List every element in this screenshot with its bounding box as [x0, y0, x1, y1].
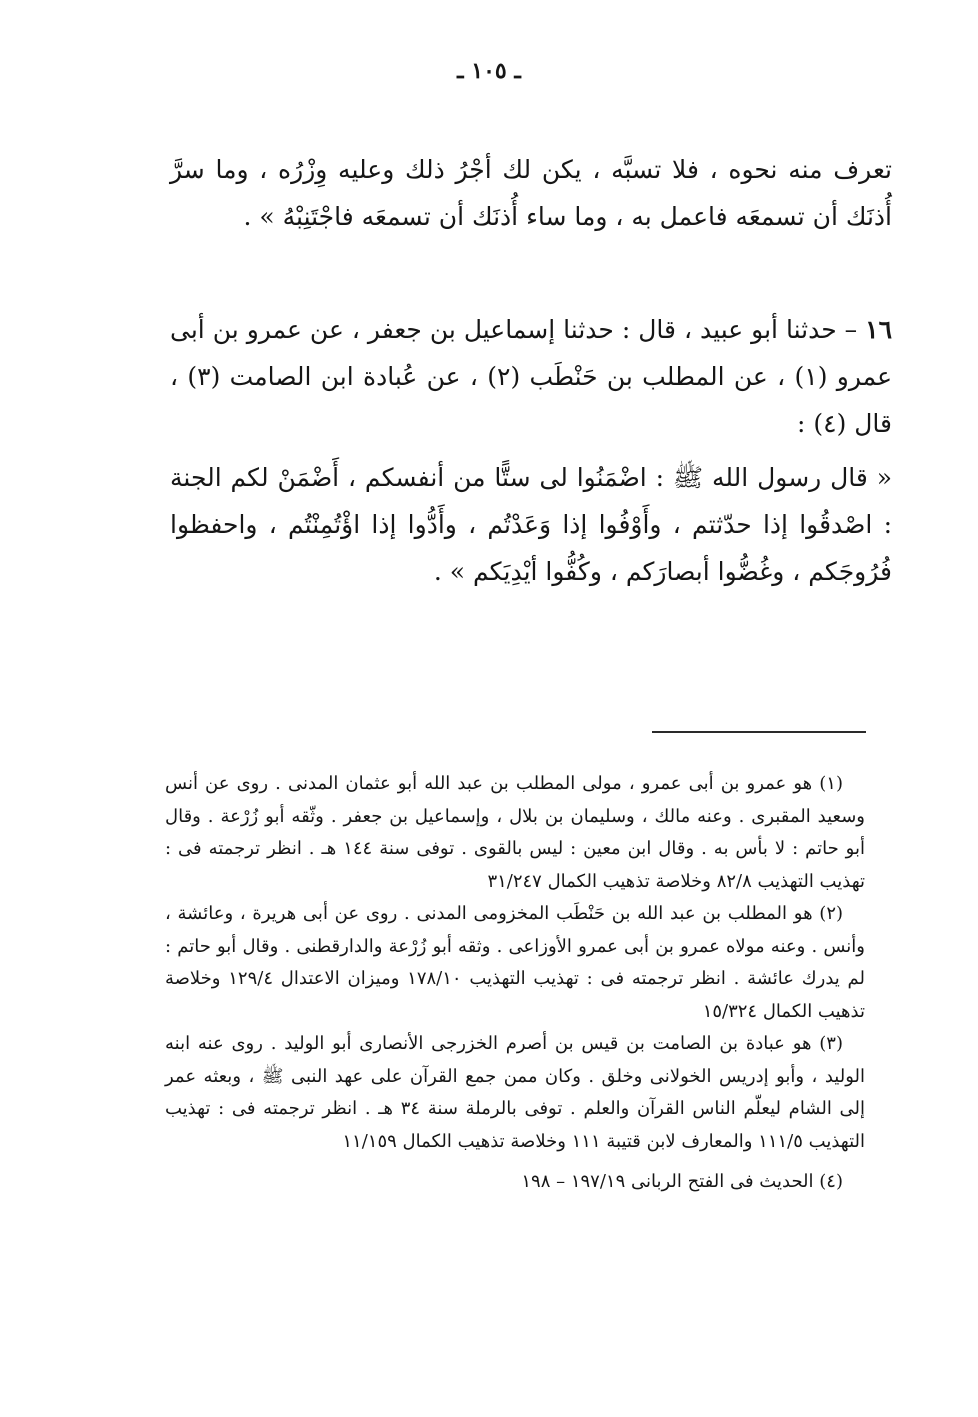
footnote-divider [652, 731, 866, 733]
footnote-2-refs: انظر ترجمته فى : تهذيب التهذيب ١٧٨/١٠ وميزان الاعتدال ١٢٩/٤ وخلاصة تذهيب الكمال ١٥/٣٢٤ [165, 968, 865, 1022]
footnote-3 [165, 1028, 865, 1158]
isnad-text: – حدثنا أبو عبيد ، قال : حدثنا إسماعيل بن جعفر ، عن عمرو بن أبى عمرو (١) ، عن المطلب بن حَنْطَب (٢) ، عن عُبادة ابن الصامت (٣) ، قال (٤) : [170, 315, 892, 438]
continuation-paragraph [170, 146, 892, 240]
continuation-text: تعرف منه نحوه ، فلا تسبَّه ، يكن لك أجْرُ ذلك وعليه وِزْرُه ، وما سرَّ أُذنَك أن تسمعَه فاعمل به ، وما ساء أُذنَك أن تسمعَه فاجْتَنِبْهُ » . [170, 155, 892, 231]
footnote-1 [165, 768, 865, 898]
footnote-4-text: (٤) الحديث فى الفتح الربانى ١٩٧/١٩ – ١٩٨ [521, 1171, 843, 1192]
isnad-line [170, 306, 892, 447]
footnote-2-text: (٢) هو المطلب بن عبد الله بن حَنْطَب المخزومى المدنى . روى عن أبى هريرة ، وعائشة ، وأنس . وعنه مولاه عمرو بن أبى عمرو الأوزاعى . وثقه أبو زُرْعة والدارقطنى . وقال أبو حاتم : لم يدرك عائشة . [165, 903, 865, 989]
matn-text: « قال رسول الله ﷺ : اضْمَنُوا لى ستًّا من أنفسكم ، أَضْمَنْ لكم الجنة : اصْدقُوا إذا حدّثتم ، وأَوْفُوا إذا وَعَدْتُم ، وأَدُّوا إذا اؤْتُمِنْتُم ، واحفظوا فُرُوجَكم ، وغُضُّوا أبصارَكم ، وكُفُّوا أيْدِيَكم » . [170, 463, 892, 586]
page-number: ـ ١٠٥ ـ [457, 58, 521, 84]
footnote-4 [165, 1166, 865, 1199]
footnotes-section [165, 768, 865, 1199]
hadith-isnad-paragraph [170, 306, 892, 447]
footnote-3-refs: انظر ترجمته فى : تهذيب التهذيب ١١١/٥ والمعارف لابن قتيبة ١١١ وخلاصة تذهيب الكمال ١١/١٥٩ [165, 1098, 865, 1152]
footnote-1-text: (١) هو عمرو بن أبى عمرو ، مولى المطلب بن عبد الله أبو عثمان المدنى . روى عن أنس وسعيد المقبرى . وعنه مالك ، وسليمان بن بلال ، وإسماعيل بن جعفر . وثّقه أبو زُرْعة . وقال أبو حاتم : لا بأس به . وقال ابن معين : ليس بالقوى . توفى سنة ١٤٤ هـ . [165, 773, 865, 859]
hadith-number: ١٦ [865, 315, 892, 344]
footnote-2 [165, 898, 865, 1028]
footnote-1-refs: انظر ترجمته فى : تهذيب التهذيب ٨٢/٨ وخلاصة تذهيب الكمال ٣١/٢٤٧ [165, 838, 865, 892]
footnote-3-text: (٣) هو عبادة بن الصامت بن قيس بن أصرم الخزرجى الأنصارى أبو الوليد . روى عنه ابنه الوليد ، وأبو إدريس الخولانى وخلق . وكان ممن جمع القرآن على عهد النبى ﷺ ، وبعثه عمر إلى الشام ليعلّم الناس القرآن والعلم . توفى بالرملة سنة ٣٤ هـ . [165, 1033, 866, 1119]
hadith-matn-paragraph [170, 454, 892, 595]
